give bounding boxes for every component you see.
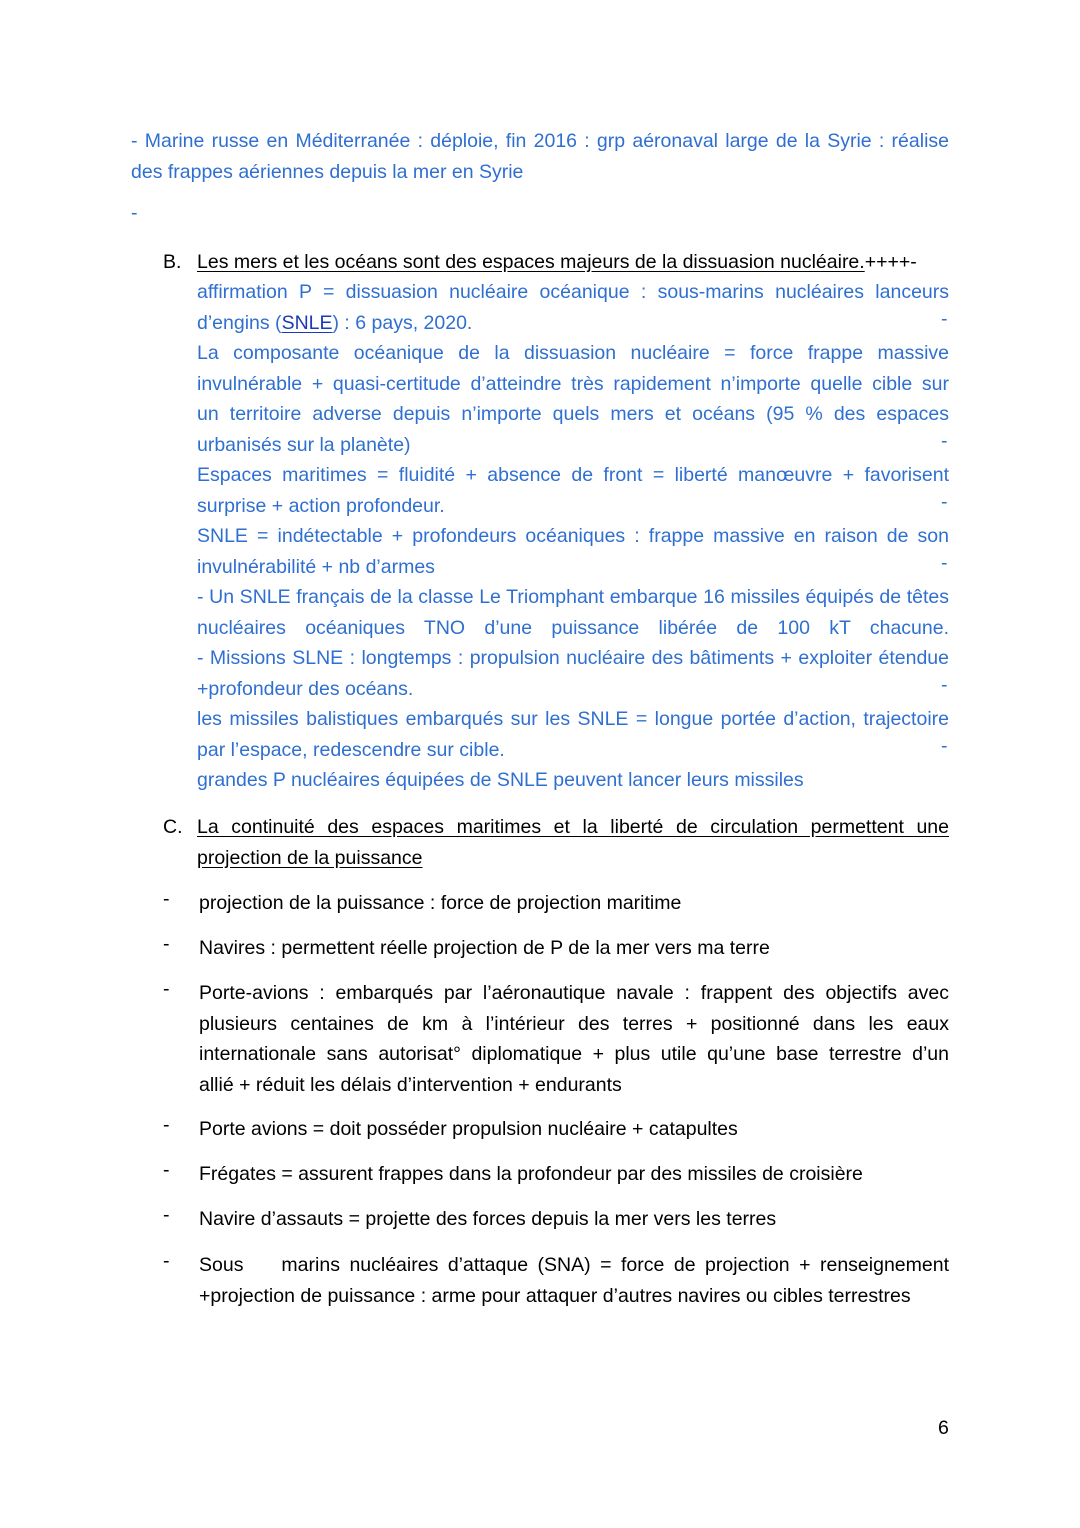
section-b-line: d’engins (SNLE) : 6 pays, 2020.: [197, 311, 473, 334]
section-b-title: [197, 247, 917, 278]
list-item: Navires : permettent réelle projection de P de la mer vers ma terre: [199, 937, 770, 959]
section-b-letter: B.: [163, 251, 182, 273]
section-b-title-suffix: ++++-: [864, 251, 917, 273]
list-item: Frégates = assurent frappes dans la profondeur par des missiles de croisière: [199, 1163, 863, 1185]
list-item: Sous marins nucléaires d’attaque (SNA) = force de projection + renseignement +projection de puissance : arme pour attaquer d’autres navires ou cibles terrestres: [199, 1254, 949, 1307]
section-b-body: [197, 277, 949, 796]
page-number: 6: [938, 1417, 949, 1439]
bullet-marker: -: [163, 933, 170, 955]
right-dash: -: [941, 430, 948, 452]
section-b-line: SNLE = indétectable + profondeurs océaniques : frappe massive en raison de son: [197, 525, 949, 547]
section-c-title: [197, 812, 949, 873]
section-b-line: affirmation P = dissuasion nucléaire océanique : sous-marins nucléaires lanceurs: [197, 281, 949, 303]
right-dash: -: [941, 674, 948, 696]
bullet-marker: -: [163, 1204, 170, 1226]
bullet-marker: -: [163, 1114, 170, 1136]
section-b-line: les missiles balistiques embarqués sur les SNLE = longue portée d’action, trajectoire: [197, 708, 949, 730]
section-b-line: - Un SNLE français de la classe Le Triomphant embarque 16 missiles équipés de têtes: [197, 586, 949, 608]
section-b-line: surprise + action profondeur.: [197, 494, 445, 517]
bullet-marker: -: [163, 978, 170, 1000]
bullet-marker: -: [163, 888, 170, 910]
section-b-line: urbanisés sur la planète): [197, 433, 411, 456]
right-dash: -: [941, 735, 948, 757]
section-b-line: - Missions SLNE : longtemps : propulsion nucléaire des bâtiments + exploiter étendue: [197, 647, 949, 669]
right-dash: -: [941, 491, 948, 513]
section-b-line: nucléaires océaniques TNO d’une puissance libérée de 100 kT chacune.: [197, 616, 949, 639]
section-b-line: Espaces maritimes = fluidité + absence de front = liberté manœuvre + favorisent: [197, 464, 949, 486]
bullet-marker: -: [163, 1250, 170, 1272]
list-item: projection de la puissance : force de projection maritime: [199, 892, 682, 914]
section-b-line: invulnérabilité + nb d’armes: [197, 555, 435, 578]
section-b-line: invulnérable + quasi-certitude d’atteindre très rapidement n’importe quelle cible sur: [197, 372, 949, 395]
list-item: Porte avions = doit posséder propulsion nucléaire + catapultes: [199, 1118, 738, 1140]
section-b-line: un territoire adverse depuis n’importe quels mers et océans (95 % des espaces: [197, 403, 949, 425]
section-b-line: +profondeur des océans.: [197, 677, 414, 700]
intro-line: des frappes aériennes depuis la mer en Syrie: [131, 160, 524, 183]
section-b-title-text: Les mers et les océans sont des espaces majeurs de la dissuasion nucléaire.: [197, 251, 865, 273]
right-dash: -: [941, 552, 948, 574]
intro-dash: -: [131, 202, 138, 224]
bullet-marker: -: [163, 1159, 170, 1181]
section-c-title-line: La continuité des espaces maritimes et la liberté de circulation permettent une: [197, 816, 949, 838]
intro-note: [131, 126, 949, 187]
section-b-line: grandes P nucléaires équipées de SNLE peuvent lancer leurs missiles: [197, 769, 804, 791]
right-dash: -: [941, 308, 948, 330]
intro-line: - Marine russe en Méditerranée : déploie, fin 2016 : grp aéronaval large de la Syrie : réalise: [131, 130, 949, 152]
section-c-letter: C.: [163, 816, 183, 838]
snle-link[interactable]: SNLE: [281, 311, 333, 334]
section-b-line: par l’espace, redescendre sur cible.: [197, 738, 505, 761]
section-c-title-line: projection de la puissance: [197, 846, 423, 869]
section-b-line: La composante océanique de la dissuasion nucléaire = force frappe massive: [197, 342, 949, 364]
list-item: Navire d’assauts = projette des forces depuis la mer vers les terres: [199, 1208, 777, 1230]
list-item: Porte-avions : embarqués par l’aéronautique navale : frappent des objectifs avec plusieurs centaines de km à l’intérieur des terres + positionné dans les eaux internationale sans autorisat° diplomatique + plus utile qu’une base terrestre d’un allié + réduit les délais d’intervention + endurants: [199, 982, 949, 1096]
